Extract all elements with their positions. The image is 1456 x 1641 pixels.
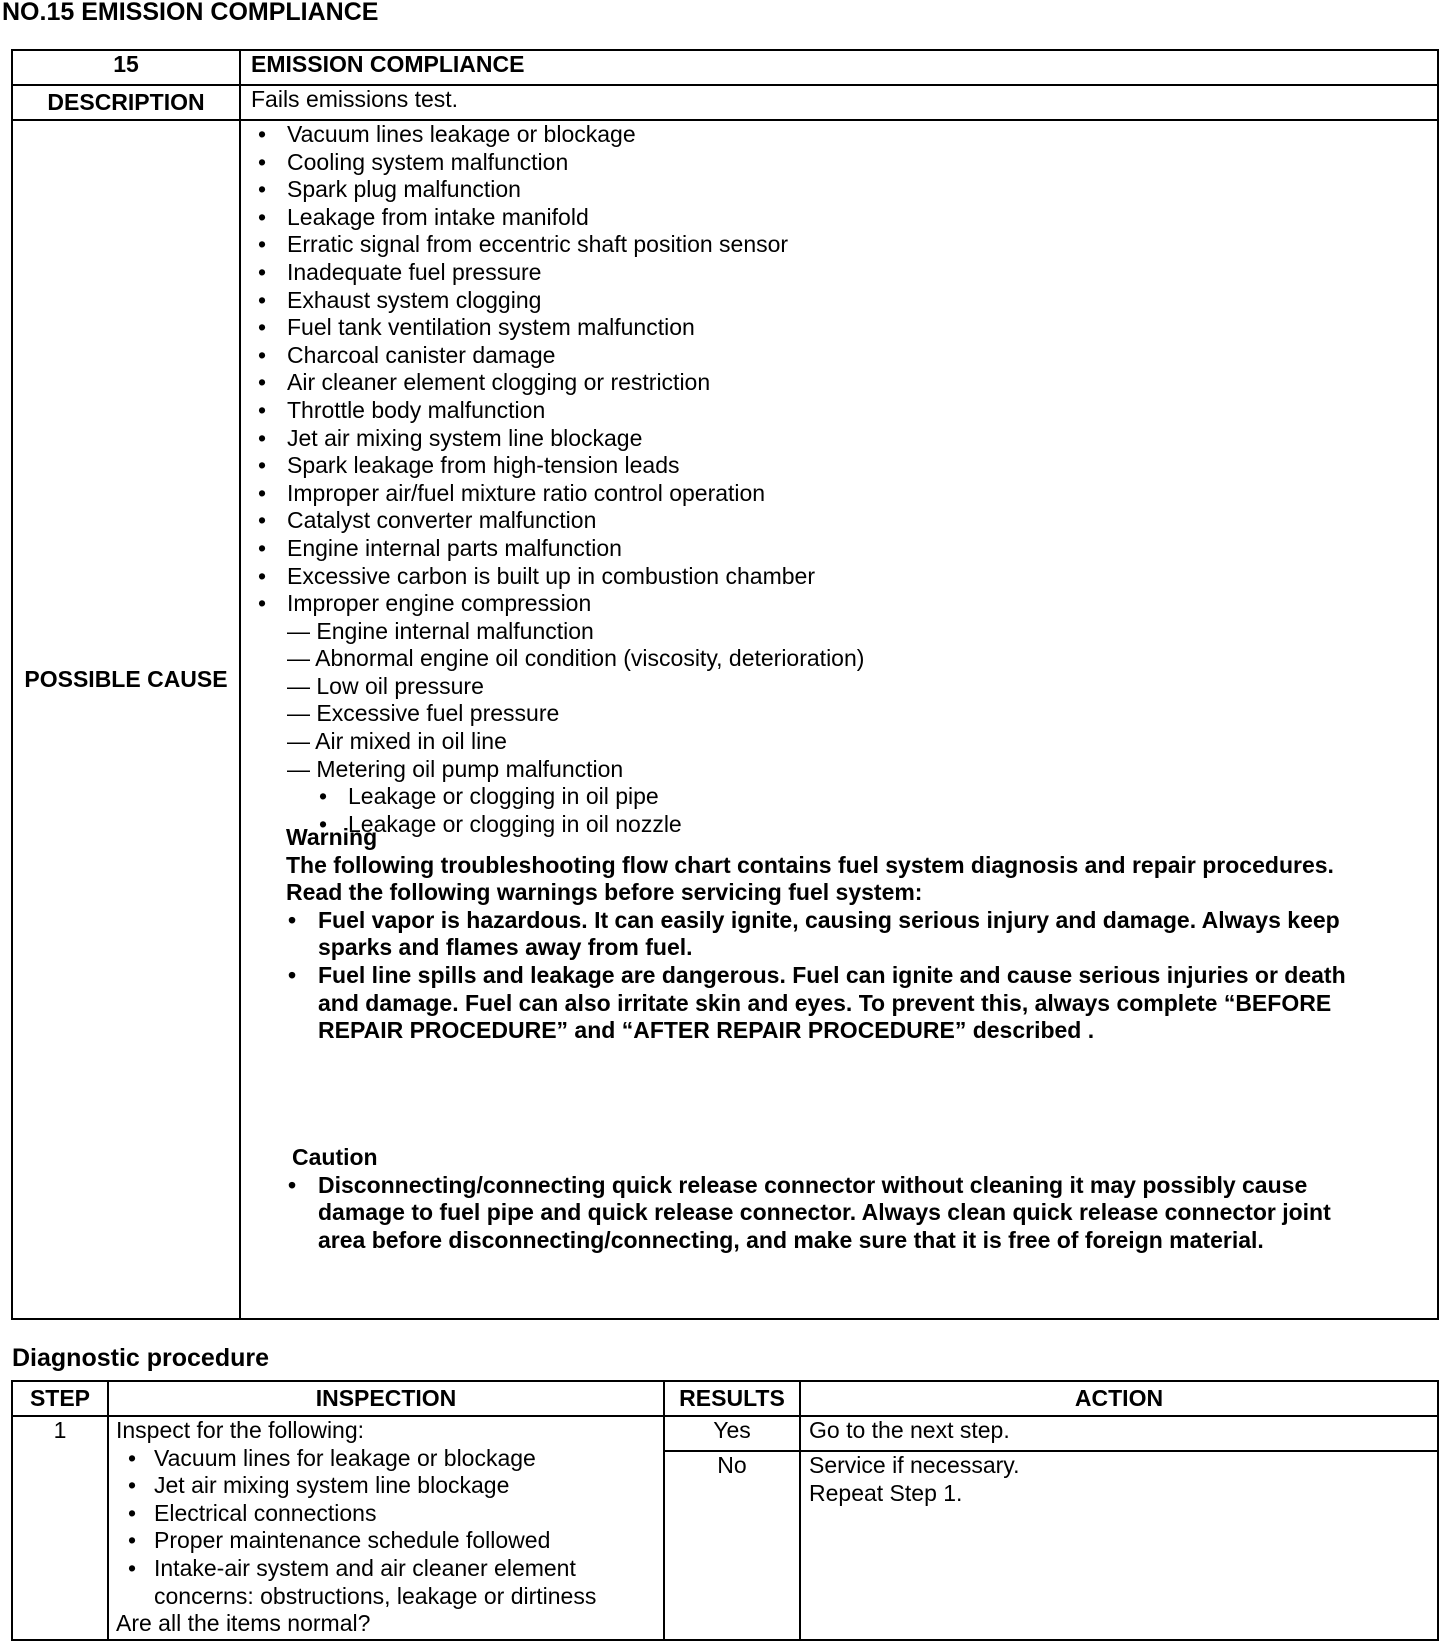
- diagnostic-row: [12, 1416, 1438, 1451]
- cause-item-level-1: • Vacuum lines leakage or blockage: [241, 121, 1437, 149]
- cause-item-level-1: • Improper engine compression: [241, 590, 1437, 618]
- cause-item-level-1: • Cooling system malfunction: [241, 149, 1437, 177]
- inspection-header: INSPECTION: [108, 1381, 664, 1416]
- page-title: NO.15 EMISSION COMPLIANCE: [2, 0, 379, 26]
- caution-item: • Disconnecting/connecting quick release connector without cleaning it may possibly cause damage to fuel pipe and quick release connector. Always clean quick release connector joint area before disconnecting/connecting, and make sure that it is free of foreign material.: [286, 1172, 1366, 1255]
- warning-intro: The following troubleshooting flow chart contains fuel system diagnosis and repair procedures. Read the following warnings before servicing fuel system:: [286, 851, 1334, 906]
- inspection-item: • Jet air mixing system line blockage: [116, 1472, 663, 1500]
- cause-item-level-2: — Low oil pressure: [287, 672, 484, 699]
- action-no: [800, 1451, 1438, 1640]
- diagnostic-title: Diagnostic procedure: [12, 1344, 269, 1372]
- diagnostic-header-row: [12, 1381, 1438, 1416]
- description-label: DESCRIPTION: [12, 85, 240, 120]
- warning-item: • Fuel line spills and leakage are dangerous. Fuel can ignite and cause serious injuries or death and damage. Fuel can also irritate skin and eyes. To prevent this, always complete “BEFORE REPAIR PROCEDURE” and “AFTER REPAIR PROCEDURE” described .: [286, 962, 1346, 1045]
- inspection-intro: Inspect for the following:: [116, 1417, 365, 1443]
- cause-item-level-1: • Spark leakage from high-tension leads: [241, 452, 1437, 480]
- diagnostic-table: [11, 1380, 1439, 1641]
- cause-item-level-1: • Charcoal canister damage: [241, 342, 1437, 370]
- cause-item-level-1: • Engine internal parts malfunction: [241, 535, 1437, 563]
- cause-item-level-3: • Leakage or clogging in oil pipe: [241, 783, 1437, 811]
- cause-item-level-1: • Inadequate fuel pressure: [241, 259, 1437, 287]
- spec-number: 15: [12, 50, 240, 85]
- possible-cause-cell: [240, 120, 1438, 1319]
- cause-item-level-2: — Abnormal engine oil condition (viscosity, deterioration): [287, 645, 865, 672]
- cause-item-level-1: • Spark plug malfunction: [241, 176, 1437, 204]
- warning-title: Warning: [286, 824, 378, 850]
- possible-cause-row: [12, 120, 1438, 1319]
- cause-item-level-1: • Improper air/fuel mixture ratio control operation: [241, 480, 1437, 508]
- cause-item-level-1: • Catalyst converter malfunction: [241, 507, 1437, 535]
- inspection-question: Are all the items normal?: [116, 1610, 371, 1637]
- inspection-item: • Vacuum lines for leakage or blockage: [116, 1445, 663, 1473]
- description-value: Fails emissions test.: [240, 85, 1438, 120]
- spec-heading: EMISSION COMPLIANCE: [240, 50, 1438, 85]
- cause-item-level-1: • Exhaust system clogging: [241, 287, 1437, 315]
- inspection-item: • Intake-air system and air cleaner element concerns: obstructions, leakage or dirtiness: [116, 1555, 663, 1610]
- cause-item-level-1: • Excessive carbon is built up in combustion chamber: [241, 563, 1437, 591]
- warning-box: [286, 824, 1346, 1045]
- inspection-cell: [108, 1416, 664, 1640]
- possible-cause-label: POSSIBLE CAUSE: [12, 120, 240, 1319]
- step-header: STEP: [12, 1381, 108, 1416]
- action-header: ACTION: [800, 1381, 1438, 1416]
- step-number: 1: [12, 1416, 108, 1640]
- action-yes: Go to the next step.: [800, 1416, 1438, 1451]
- inspection-list: [116, 1445, 663, 1611]
- result-no: No: [664, 1451, 800, 1640]
- inspection-item: • Electrical connections: [116, 1500, 663, 1528]
- cause-item-level-1: • Erratic signal from eccentric shaft position sensor: [241, 231, 1437, 259]
- cause-item-level-2: — Metering oil pump malfunction: [287, 755, 624, 782]
- cause-item-level-1: • Leakage from intake manifold: [241, 204, 1437, 232]
- caution-title: Caution: [292, 1144, 378, 1170]
- cause-item-level-2: — Engine internal malfunction: [287, 617, 594, 644]
- inspection-item: • Proper maintenance schedule followed: [116, 1527, 663, 1555]
- description-row: [12, 85, 1438, 120]
- results-header: RESULTS: [664, 1381, 800, 1416]
- cause-item-level-1: • Fuel tank ventilation system malfunction: [241, 314, 1437, 342]
- action-line: Repeat Step 1.: [809, 1479, 963, 1506]
- spec-table: [11, 49, 1439, 1320]
- cause-item-level-1: • Air cleaner element clogging or restriction: [241, 369, 1437, 397]
- spec-header-row: [12, 50, 1438, 85]
- cause-item-level-2: — Excessive fuel pressure: [287, 700, 560, 727]
- warning-item: • Fuel vapor is hazardous. It can easily ignite, causing serious injury and damage. Always keep sparks and flames away from fuel.: [286, 907, 1346, 962]
- cause-item-level-2: — Air mixed in oil line: [287, 728, 507, 755]
- caution-box: [286, 1144, 1366, 1254]
- cause-item-level-1: • Throttle body malfunction: [241, 397, 1437, 425]
- cause-list: [241, 121, 1437, 838]
- result-yes: Yes: [664, 1416, 800, 1451]
- action-line: Service if necessary.: [809, 1452, 1020, 1478]
- cause-item-level-3: • Leakage or clogging in oil nozzle: [241, 811, 1437, 839]
- cause-item-level-1: • Jet air mixing system line blockage: [241, 425, 1437, 453]
